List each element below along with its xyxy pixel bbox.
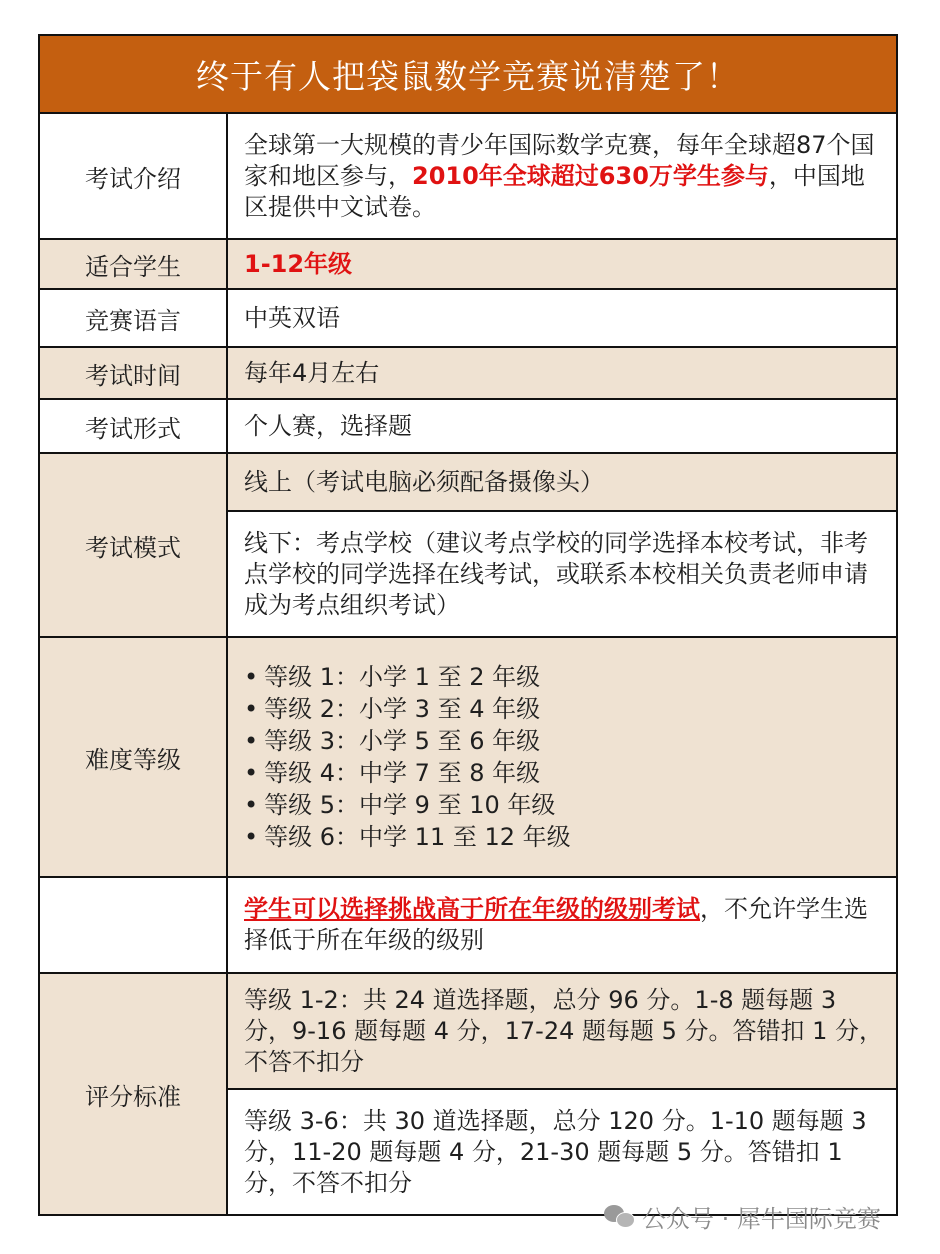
mode-online: 线上（考试电脑必须配备摄像头） xyxy=(228,454,896,512)
row-label: 考试形式 xyxy=(40,400,228,452)
row-language xyxy=(40,290,896,348)
row-content xyxy=(228,114,896,238)
row-content xyxy=(228,454,896,636)
row-content: 个人赛，选择题 xyxy=(228,400,896,452)
intro-highlight: 2010年全球超过630万学生参与 xyxy=(412,161,769,190)
row-content xyxy=(228,878,896,972)
row-content xyxy=(228,638,896,876)
row-label: 难度等级 xyxy=(40,638,228,876)
row-label: 考试模式 xyxy=(40,454,228,636)
list-item: • 等级 5：中学 9 至 10 年级 xyxy=(244,789,884,821)
note-text: ，不允许学生选择低于所在年级的级别 xyxy=(244,895,868,954)
list-item: • 等级 3：小学 5 至 6 年级 xyxy=(244,725,884,757)
row-content: 中英双语 xyxy=(228,290,896,346)
row-exam-intro xyxy=(40,114,896,240)
grade-range: 1-12年级 xyxy=(244,249,353,278)
list-item: • 等级 2：小学 3 至 4 年级 xyxy=(244,693,884,725)
row-content: 每年4月左右 xyxy=(228,348,896,398)
row-label: 考试介绍 xyxy=(40,114,228,238)
wechat-icon xyxy=(604,1203,634,1229)
intro-text: 全球第一大规模的青少年国际数学克赛，每年全球超87个国家和地区参与， xyxy=(244,130,875,190)
row-label: 考试时间 xyxy=(40,348,228,398)
row-exam-mode xyxy=(40,454,896,638)
row-label xyxy=(40,878,228,972)
list-item: • 等级 4：中学 7 至 8 年级 xyxy=(244,757,884,789)
row-label: 评分标准 xyxy=(40,974,228,1214)
info-table xyxy=(38,34,898,1216)
row-exam-format xyxy=(40,400,896,454)
row-exam-time xyxy=(40,348,896,400)
row-scoring xyxy=(40,974,896,1214)
mode-offline: 线下：考点学校（建议考点学校的同学选择本校考试，非考点学校的同学选择在线考试，或联系本校相关负责老师申请成为考点组织考试） xyxy=(228,512,896,636)
row-content xyxy=(228,974,896,1214)
watermark-text: 公众号 · 犀牛国际竞赛 xyxy=(642,1204,881,1233)
scoring-levels-1-2: 等级 1-2：共 24 道选择题，总分 96 分。1-8 题每题 3 分，9-16 题每题 4 分，17-24 题每题 5 分。答错扣 1 分，不答不扣分 xyxy=(228,974,896,1090)
note-highlight: 学生可以选择挑战高于所在年级的级别考试 xyxy=(244,895,700,923)
row-eligible-students xyxy=(40,240,896,290)
list-item: • 等级 1：小学 1 至 2 年级 xyxy=(244,661,884,693)
watermark xyxy=(604,1196,881,1236)
row-level-note xyxy=(40,878,896,974)
row-label: 适合学生 xyxy=(40,240,228,288)
row-label: 竞赛语言 xyxy=(40,290,228,346)
row-difficulty-levels xyxy=(40,638,896,878)
page-title: 终于有人把袋鼠数学竞赛说清楚了！ xyxy=(40,36,896,114)
intro-text-end: ，中国地区提供中文试卷。 xyxy=(244,161,865,221)
row-content xyxy=(228,240,896,288)
scoring-levels-3-6: 等级 3-6：共 30 道选择题，总分 120 分。1-10 题每题 3 分，11-20 题每题 4 分，21-30 题每题 5 分。答错扣 1 分，不答不扣分 xyxy=(228,1090,896,1214)
list-item: • 等级 6：中学 11 至 12 年级 xyxy=(244,821,884,853)
levels-list xyxy=(244,661,884,853)
